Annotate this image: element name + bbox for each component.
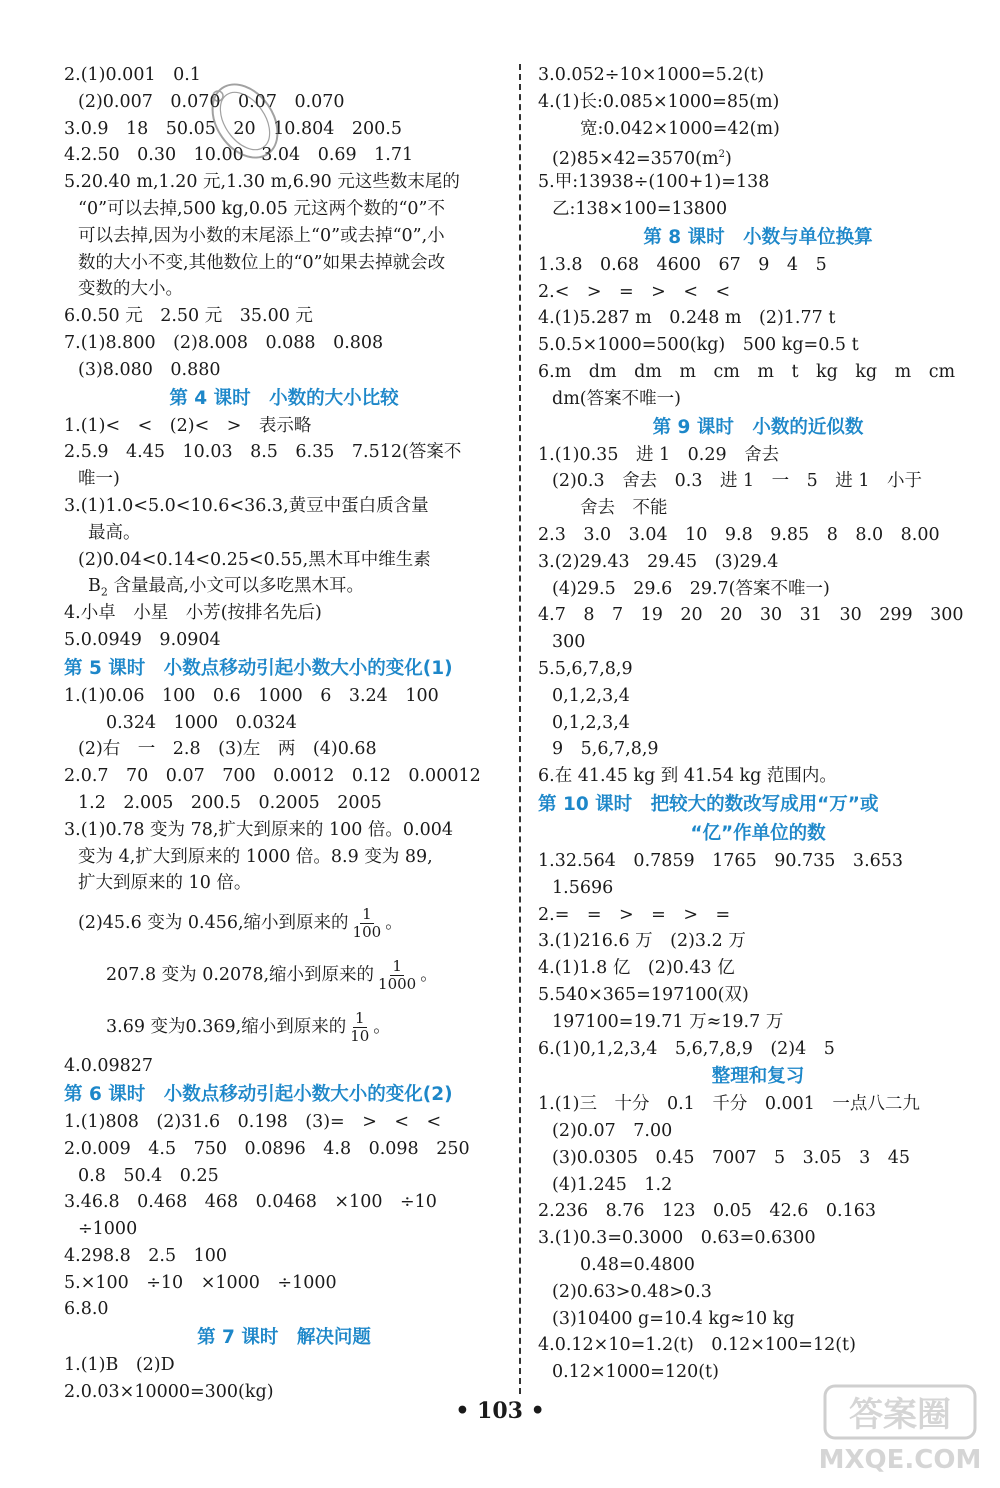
section-heading: 第 9 课时 小数的近似数 (652, 416, 864, 438)
answer-line: 3.0.9 18 50.05 20 10.804 200.5 (64, 118, 402, 139)
answer-line: 1.(1)808 (2)31.6 0.198 (3)= > < < (64, 1111, 442, 1132)
answer-line: 2.0.03×10000=300(kg) (64, 1382, 274, 1403)
answer-line: 6.8.0 (64, 1299, 109, 1320)
answer-line: 6.(1)0,1,2,3,4 5,6,7,8,9 (2)4 5 (538, 1038, 835, 1059)
answer-line: 数的大小不变,其他数位上的“0”如果去掉就会改 (78, 252, 446, 273)
answer-line: dm(答案不唯一) (552, 388, 681, 409)
answer-line: 0.48=0.4800 (580, 1255, 695, 1276)
answer-text: 。 (373, 1017, 391, 1038)
answer-text: (2)85×42=3570(m (552, 149, 719, 170)
answer-line: 0.324 1000 0.0324 (106, 712, 297, 733)
answer-line-fraction (64, 949, 504, 1001)
answer-line: 变数的大小。 (78, 279, 183, 300)
superscript: 2 (718, 149, 725, 161)
section-heading: 第 5 课时 小数点移动引起小数大小的变化(1) (64, 657, 453, 679)
answer-line: 最高。 (88, 522, 141, 543)
right-answer-column (538, 62, 978, 1386)
answer-line: 1.3.8 0.68 4600 67 9 4 5 (538, 254, 827, 275)
fraction-denominator: 1000 (378, 974, 417, 993)
section-heading: 第 4 课时 小数的大小比较 (169, 387, 399, 409)
answer-line: 9 5,6,7,8,9 (552, 739, 659, 760)
answer-line (538, 142, 978, 169)
section-heading: 第 10 课时 把较大的数改写成用“万”或 (538, 793, 879, 815)
answer-line: 4.(1)5.287 m 0.248 m (2)1.77 t (538, 308, 836, 329)
answer-line: 4.小卓 小星 小芳(按排名先后) (64, 603, 322, 624)
answer-line: 5.5,6,7,8,9 (538, 658, 633, 679)
answer-text: 。 (385, 913, 403, 934)
answer-line-fraction (64, 1001, 504, 1053)
answer-line: (3)0.0305 0.45 7007 5 3.05 3 45 (552, 1147, 911, 1168)
answer-line: ÷1000 (78, 1219, 138, 1240)
answer-line: 4.(1)长:0.085×1000=85(m) (538, 91, 780, 112)
answer-line: 2.= = > = > = (538, 904, 731, 925)
answer-line: 2.(1)0.001 0.1 (64, 65, 201, 85)
fraction-denominator: 100 (352, 922, 382, 941)
answer-line: 4.2.50 0.30 10.00 3.04 0.69 1.71 (64, 145, 414, 166)
answer-line: 1.32.564 0.7859 1765 90.735 3.653 (538, 850, 904, 871)
answer-line: (2)0.007 0.070 0.07 0.070 (78, 91, 345, 112)
answer-line: 4.0.09827 (64, 1056, 154, 1077)
answer-line: 2.5.9 4.45 10.03 8.5 6.35 7.512(答案不 (64, 442, 462, 463)
answer-line: 1.(1)< < (2)< > 表示略 (64, 415, 312, 436)
answer-line: (3)8.080 0.880 (78, 359, 221, 380)
answer-line: 2.236 8.76 123 0.05 42.6 0.163 (538, 1201, 876, 1222)
answer-line: 3.(1)0.3=0.3000 0.63=0.6300 (538, 1228, 816, 1249)
answer-line (64, 573, 504, 600)
section-heading: 第 8 课时 小数与单位换算 (643, 226, 873, 248)
answer-line: 7.(1)8.800 (2)8.008 0.088 0.808 (64, 332, 384, 353)
answer-line: “0”可以去掉,500 kg,0.05 元这两个数的“0”不 (78, 198, 445, 219)
stamp-logo (200, 76, 290, 166)
watermark-logo (805, 1382, 990, 1477)
answer-line: 1.5696 (552, 877, 614, 898)
answer-text: (2)45.6 变为 0.456,缩小到原来的 (78, 913, 349, 934)
fraction-denominator: 10 (350, 1026, 370, 1045)
answer-line: 300 (552, 632, 586, 653)
answer-line: 4.7 8 7 19 20 20 30 31 30 299 300 (538, 605, 964, 626)
answer-line: 5.20.40 m,1.20 元,1.30 m,6.90 元这些数末尾的 (64, 172, 460, 193)
answer-line: 1.(1)0.35 进 1 0.29 舍去 (538, 444, 780, 465)
page-number: • 103 • (455, 1398, 545, 1424)
answer-line: 变为 4,扩大到原来的 1000 倍。8.9 变为 89, (78, 846, 433, 867)
answer-line: 舍去 不能 (580, 498, 668, 519)
answer-line: 3.(2)29.43 29.45 (3)29.4 (538, 551, 779, 572)
answer-line: 2.0.009 4.5 750 0.0896 4.8 0.098 250 (64, 1138, 470, 1159)
answer-line: 3.(1)1.0<5.0<10.6<36.3,黄豆中蛋白质含量 (64, 495, 429, 516)
answer-line: (2)0.07 7.00 (552, 1121, 673, 1142)
svg-text:MXQE.COM: MXQE.COM (818, 1445, 982, 1475)
answer-line: 0,1,2,3,4 (552, 712, 630, 733)
fraction (348, 1010, 371, 1045)
answer-text: 3.69 变为0.369,缩小到原来的 (106, 1017, 347, 1038)
column-divider (519, 64, 521, 1394)
answer-line: 4.298.8 2.5 100 (64, 1245, 228, 1266)
answer-text: 207.8 变为 0.2078,缩小到原来的 (106, 965, 375, 986)
answer-line: 5.×100 ÷10 ×1000 ÷1000 (64, 1272, 337, 1293)
answer-line: 唯一) (78, 469, 120, 490)
answer-line: 2.3 3.0 3.04 10 9.8 9.85 8 8.0 8.00 (538, 524, 940, 545)
answer-line: (4)1.245 1.2 (552, 1174, 673, 1195)
fraction-numerator: 1 (392, 956, 402, 975)
answer-line: 1.(1)三 十分 0.1 千分 0.001 一点八二九 (538, 1094, 920, 1115)
answer-line: 1.(1)B (2)D (64, 1355, 175, 1376)
answer-line: 5.0.5×1000=500(kg) 500 kg=0.5 t (538, 335, 859, 356)
answer-line: (3)10400 g=10.4 kg≈10 kg (552, 1308, 795, 1329)
answer-line: 3.(1)0.78 变为 78,扩大到原来的 100 倍。0.004 (64, 819, 454, 840)
answer-line: (2)右 一 2.8 (3)左 两 (4)0.68 (78, 739, 377, 760)
answer-line: 2.0.7 70 0.07 700 0.0012 0.12 0.00012 (64, 766, 481, 787)
answer-line: 5.0.0949 9.0904 (64, 629, 221, 650)
answer-line: (2)0.04<0.14<0.25<0.55,黑木耳中维生素 (78, 549, 431, 570)
answer-line: 1.2 2.005 200.5 0.2005 2005 (78, 792, 382, 813)
answer-line: 0,1,2,3,4 (552, 685, 630, 706)
answer-line: (2)0.63>0.48>0.3 (552, 1281, 712, 1302)
answer-text: 含量最高,小文可以多吃黑木耳。 (107, 576, 364, 597)
answer-line-fraction (64, 897, 504, 949)
answer-line: 扩大到原来的 10 倍。 (78, 873, 252, 894)
answer-line: 4.(1)1.8 亿 (2)0.43 亿 (538, 958, 735, 979)
answer-line: (4)29.5 29.6 29.7(答案不唯一) (552, 578, 830, 599)
answer-line: (2)0.3 舍去 0.3 进 1 一 5 进 1 小于 (552, 471, 922, 492)
answer-line: 5.甲:13938÷(100+1)=138 (538, 172, 770, 193)
section-heading: 第 6 课时 小数点移动引起小数大小的变化(2) (64, 1083, 453, 1105)
section-heading: “亿”作单位的数 (690, 822, 826, 844)
answer-line: 6.m dm dm m cm m t kg kg m cm (538, 361, 956, 382)
answer-line: 3.(1)216.6 万 (2)3.2 万 (538, 931, 746, 952)
answer-line: 5.540×365=197100(双) (538, 984, 749, 1005)
fraction-numerator: 1 (362, 904, 372, 923)
answer-line: 197100=19.71 万≈19.7 万 (552, 1011, 784, 1032)
answer-line: 2.< > = > < < (538, 281, 731, 302)
answer-text: ) (724, 149, 732, 170)
fraction-numerator: 1 (354, 1008, 365, 1027)
answer-line: 3.46.8 0.468 468 0.0468 ×100 ÷10 (64, 1192, 437, 1213)
section-heading: 第 7 课时 解决问题 (197, 1327, 371, 1349)
answer-text: B (88, 576, 101, 597)
answer-line: 0.12×1000=120(t) (552, 1362, 719, 1383)
section-heading: 整理和复习 (711, 1066, 805, 1088)
answer-line: 0.8 50.4 0.25 (78, 1165, 219, 1186)
answer-text: 。 (420, 965, 438, 986)
left-answer-column (64, 62, 504, 1406)
answer-line: 可以去掉,因为小数的末尾添上“0”或去掉“0”,小 (78, 225, 445, 246)
svg-text:答案圈: 答案圈 (849, 1395, 951, 1435)
answer-line: 4.0.12×10=1.2(t) 0.12×100=12(t) (538, 1335, 856, 1356)
answer-line: 3.0.052÷10×1000=5.2(t) (538, 65, 765, 85)
answer-line: 乙:138×100=13800 (552, 198, 728, 219)
answer-line: 宽:0.042×1000=42(m) (580, 118, 780, 139)
subscript: 2 (100, 585, 108, 599)
fraction (376, 958, 418, 993)
answer-line: 1.(1)0.06 100 0.6 1000 6 3.24 100 (64, 685, 439, 706)
answer-line: 6.在 41.45 kg 到 41.54 kg 范围内。 (538, 766, 837, 787)
fraction (351, 906, 384, 941)
answer-line: 6.0.50 元 2.50 元 35.00 元 (64, 306, 313, 327)
